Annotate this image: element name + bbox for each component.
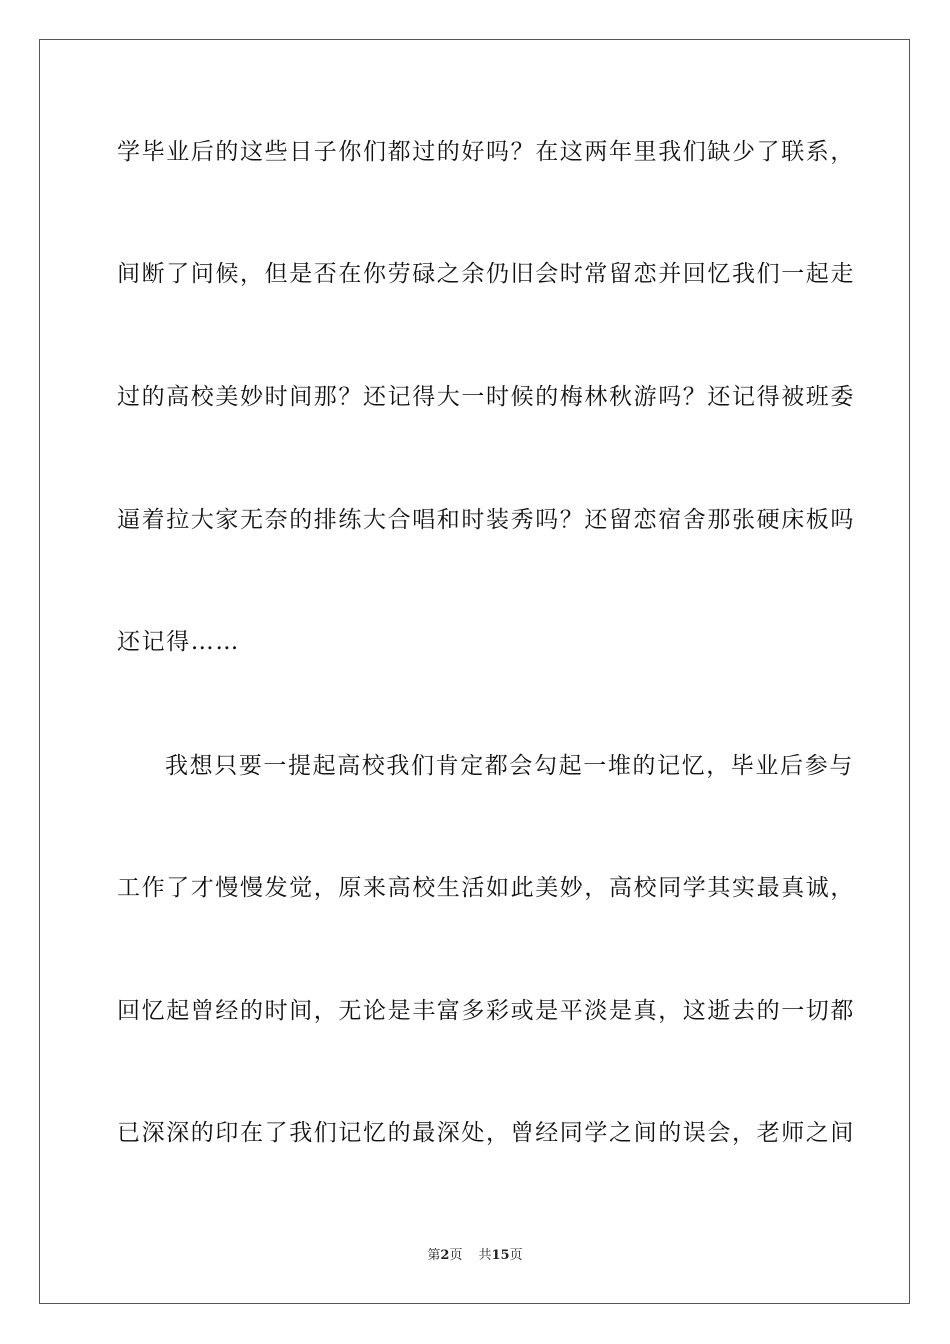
body-line-3: 过的高校美妙时间那？还记得大一时候的梅林秋游吗？还记得被班委 xyxy=(117,384,855,410)
page-border xyxy=(39,39,910,1304)
body-line-2: 间断了问候，但是否在你劳碌之余仍旧会时常留恋并回忆我们一起走 xyxy=(117,261,855,287)
total-suffix: 页 xyxy=(509,1248,523,1263)
paragraph-2-line-2: 工作了才慢慢发觉，原来高校生活如此美妙，高校同学其实最真诚， xyxy=(117,875,855,901)
body-line-1: 学毕业后的这些日子你们都过的好吗？在这两年里我们缺少了联系， xyxy=(117,139,855,165)
paragraph-2-line-3: 回忆起曾经的时间，无论是丰富多彩或是平淡是真，这逝去的一切都 xyxy=(117,998,855,1024)
total-prefix: 共 xyxy=(478,1248,492,1263)
page-suffix: 页 xyxy=(449,1248,463,1263)
total-pages: 15 xyxy=(491,1248,510,1263)
page-footer xyxy=(0,1247,950,1265)
body-line-4: 逼着拉大家无奈的排练大合唱和时装秀吗？还留恋宿舍那张硬床板吗 xyxy=(117,507,855,533)
page-number: 2 xyxy=(440,1248,450,1263)
paragraph-2-line-4: 已深深的印在了我们记忆的最深处，曾经同学之间的误会，老师之间 xyxy=(117,1120,855,1146)
paragraph-2-line-1: 我想只要一提起高校我们肯定都会勾起一堆的记忆，毕业后参与 xyxy=(165,753,854,779)
body-line-5: 还记得…… xyxy=(117,629,240,655)
page-prefix: 第 xyxy=(427,1248,441,1263)
